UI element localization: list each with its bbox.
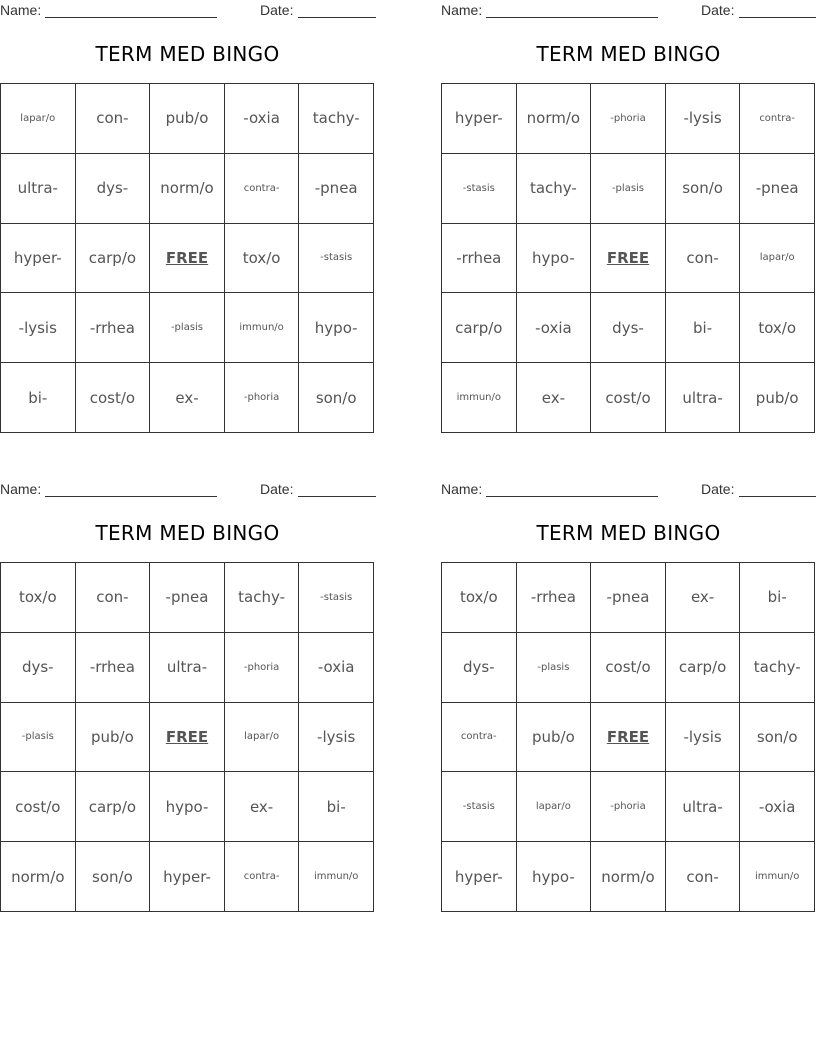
bingo-cell[interactable]: -plasis	[1, 703, 76, 773]
name-field[interactable]	[45, 17, 217, 18]
name-date-row	[441, 2, 816, 20]
bingo-cell[interactable]: lapar/o	[517, 772, 592, 842]
free-space-cell[interactable]: FREE	[150, 224, 225, 294]
bingo-cell[interactable]: tachy-	[225, 563, 300, 633]
name-date-row	[0, 481, 375, 499]
date-field[interactable]	[298, 17, 376, 18]
bingo-cell[interactable]: bi-	[666, 293, 741, 363]
name-label: Name:	[0, 2, 42, 18]
name-field[interactable]	[45, 496, 217, 497]
card-title: TERM MED BINGO	[95, 521, 280, 545]
bingo-cell[interactable]: ex-	[150, 363, 225, 433]
bingo-cell[interactable]: -stasis	[442, 772, 517, 842]
bingo-cell[interactable]: norm/o	[1, 842, 76, 912]
date-field[interactable]	[739, 17, 816, 18]
bingo-cell[interactable]: -lysis	[666, 84, 741, 154]
name-label: Name:	[441, 2, 483, 18]
bingo-cell[interactable]: -stasis	[299, 563, 374, 633]
bingo-cell[interactable]: tox/o	[1, 563, 76, 633]
bingo-cell[interactable]: -oxia	[740, 772, 815, 842]
bingo-cell[interactable]: lapar/o	[740, 224, 815, 294]
name-date-row	[441, 481, 816, 499]
bingo-cell[interactable]: dys-	[76, 154, 151, 224]
bingo-grid	[441, 83, 815, 433]
bingo-cell[interactable]: hypo-	[299, 293, 374, 363]
bingo-cell[interactable]: -stasis	[442, 154, 517, 224]
bingo-cell[interactable]: immun/o	[442, 363, 517, 433]
bingo-cell[interactable]: norm/o	[591, 842, 666, 912]
bingo-cell[interactable]: ultra-	[1, 154, 76, 224]
bingo-cell[interactable]: tox/o	[225, 224, 300, 294]
date-label: Date:	[260, 481, 294, 497]
bingo-cell[interactable]: -oxia	[299, 633, 374, 703]
bingo-cell[interactable]: ultra-	[666, 363, 741, 433]
bingo-cell[interactable]: cost/o	[76, 363, 151, 433]
bingo-cell[interactable]: dys-	[591, 293, 666, 363]
bingo-cell[interactable]: son/o	[740, 703, 815, 773]
bingo-cell[interactable]: ultra-	[666, 772, 741, 842]
bingo-cell[interactable]: hyper-	[442, 84, 517, 154]
bingo-cell[interactable]: son/o	[76, 842, 151, 912]
free-space-cell[interactable]: FREE	[150, 703, 225, 773]
bingo-cell[interactable]: tox/o	[442, 563, 517, 633]
bingo-cell[interactable]: tachy-	[517, 154, 592, 224]
bingo-cell[interactable]: -plasis	[517, 633, 592, 703]
free-space-cell[interactable]: FREE	[591, 224, 666, 294]
bingo-cell[interactable]: -pnea	[299, 154, 374, 224]
bingo-cell[interactable]: tachy-	[299, 84, 374, 154]
bingo-cell[interactable]: -rrhea	[442, 224, 517, 294]
bingo-cell[interactable]: -stasis	[299, 224, 374, 294]
bingo-grid	[0, 562, 374, 912]
bingo-cell[interactable]: norm/o	[150, 154, 225, 224]
bingo-cell[interactable]: -oxia	[517, 293, 592, 363]
bingo-cell[interactable]: -pnea	[591, 563, 666, 633]
bingo-cell[interactable]: hypo-	[517, 224, 592, 294]
bingo-cell[interactable]: carp/o	[442, 293, 517, 363]
bingo-grid	[0, 83, 374, 433]
name-field[interactable]	[486, 17, 658, 18]
bingo-cell[interactable]: -phoria	[591, 84, 666, 154]
bingo-cell[interactable]: immun/o	[225, 293, 300, 363]
bingo-cell[interactable]: pub/o	[740, 363, 815, 433]
bingo-cell[interactable]: ex-	[517, 363, 592, 433]
date-field[interactable]	[739, 496, 816, 497]
bingo-cell[interactable]: dys-	[442, 633, 517, 703]
bingo-cell[interactable]: immun/o	[740, 842, 815, 912]
bingo-cell[interactable]: carp/o	[76, 772, 151, 842]
bingo-cell[interactable]: -lysis	[299, 703, 374, 773]
bingo-cell[interactable]: immun/o	[299, 842, 374, 912]
bingo-cell[interactable]: con-	[666, 842, 741, 912]
name-label: Name:	[441, 481, 483, 497]
bingo-cell[interactable]: con-	[76, 563, 151, 633]
card-title: TERM MED BINGO	[536, 521, 721, 545]
bingo-cell[interactable]: -rrhea	[517, 563, 592, 633]
bingo-cell[interactable]: ultra-	[150, 633, 225, 703]
bingo-cell[interactable]: dys-	[1, 633, 76, 703]
bingo-cell[interactable]: hypo-	[150, 772, 225, 842]
bingo-cell[interactable]: contra-	[740, 84, 815, 154]
bingo-cell[interactable]: hyper-	[442, 842, 517, 912]
bingo-cell[interactable]: bi-	[1, 363, 76, 433]
bingo-cell[interactable]: pub/o	[150, 84, 225, 154]
bingo-grid	[441, 562, 815, 912]
bingo-cell[interactable]: contra-	[225, 154, 300, 224]
card-title: TERM MED BINGO	[536, 42, 721, 66]
bingo-cell[interactable]: hypo-	[517, 842, 592, 912]
bingo-cell[interactable]: -plasis	[591, 154, 666, 224]
bingo-cell[interactable]: -phoria	[225, 633, 300, 703]
bingo-cell[interactable]: son/o	[666, 154, 741, 224]
bingo-cell[interactable]: cost/o	[591, 363, 666, 433]
bingo-cell[interactable]: hyper-	[1, 224, 76, 294]
bingo-cell[interactable]: son/o	[299, 363, 374, 433]
bingo-cell[interactable]: -plasis	[150, 293, 225, 363]
bingo-cell[interactable]: -phoria	[225, 363, 300, 433]
bingo-cell[interactable]: carp/o	[666, 633, 741, 703]
name-field[interactable]	[486, 496, 658, 497]
bingo-cell[interactable]: pub/o	[517, 703, 592, 773]
date-label: Date:	[260, 2, 294, 18]
bingo-cell[interactable]: -oxia	[225, 84, 300, 154]
bingo-cell[interactable]: -rrhea	[76, 633, 151, 703]
free-space-cell[interactable]: FREE	[591, 703, 666, 773]
bingo-cell[interactable]: cost/o	[1, 772, 76, 842]
date-label: Date:	[701, 481, 735, 497]
bingo-cell[interactable]: norm/o	[517, 84, 592, 154]
bingo-cell[interactable]: contra-	[442, 703, 517, 773]
bingo-cell[interactable]: -lysis	[1, 293, 76, 363]
bingo-cell[interactable]: lapar/o	[225, 703, 300, 773]
bingo-cell[interactable]: con-	[666, 224, 741, 294]
card-title: TERM MED BINGO	[95, 42, 280, 66]
bingo-cell[interactable]: contra-	[225, 842, 300, 912]
bingo-cell[interactable]: ex-	[225, 772, 300, 842]
bingo-cell[interactable]: tachy-	[740, 633, 815, 703]
bingo-cell[interactable]: tox/o	[740, 293, 815, 363]
bingo-cell[interactable]: -rrhea	[76, 293, 151, 363]
bingo-cell[interactable]: -lysis	[666, 703, 741, 773]
bingo-cell[interactable]: lapar/o	[1, 84, 76, 154]
bingo-cell[interactable]: con-	[76, 84, 151, 154]
date-label: Date:	[701, 2, 735, 18]
bingo-cell[interactable]: cost/o	[591, 633, 666, 703]
bingo-cell[interactable]: pub/o	[76, 703, 151, 773]
bingo-cell[interactable]: -pnea	[740, 154, 815, 224]
bingo-cell[interactable]: bi-	[299, 772, 374, 842]
bingo-cell[interactable]: bi-	[740, 563, 815, 633]
bingo-cell[interactable]: ex-	[666, 563, 741, 633]
bingo-cell[interactable]: -pnea	[150, 563, 225, 633]
date-field[interactable]	[298, 496, 376, 497]
name-label: Name:	[0, 481, 42, 497]
bingo-cell[interactable]: -phoria	[591, 772, 666, 842]
bingo-cell[interactable]: carp/o	[76, 224, 151, 294]
bingo-cell[interactable]: hyper-	[150, 842, 225, 912]
name-date-row	[0, 2, 375, 20]
